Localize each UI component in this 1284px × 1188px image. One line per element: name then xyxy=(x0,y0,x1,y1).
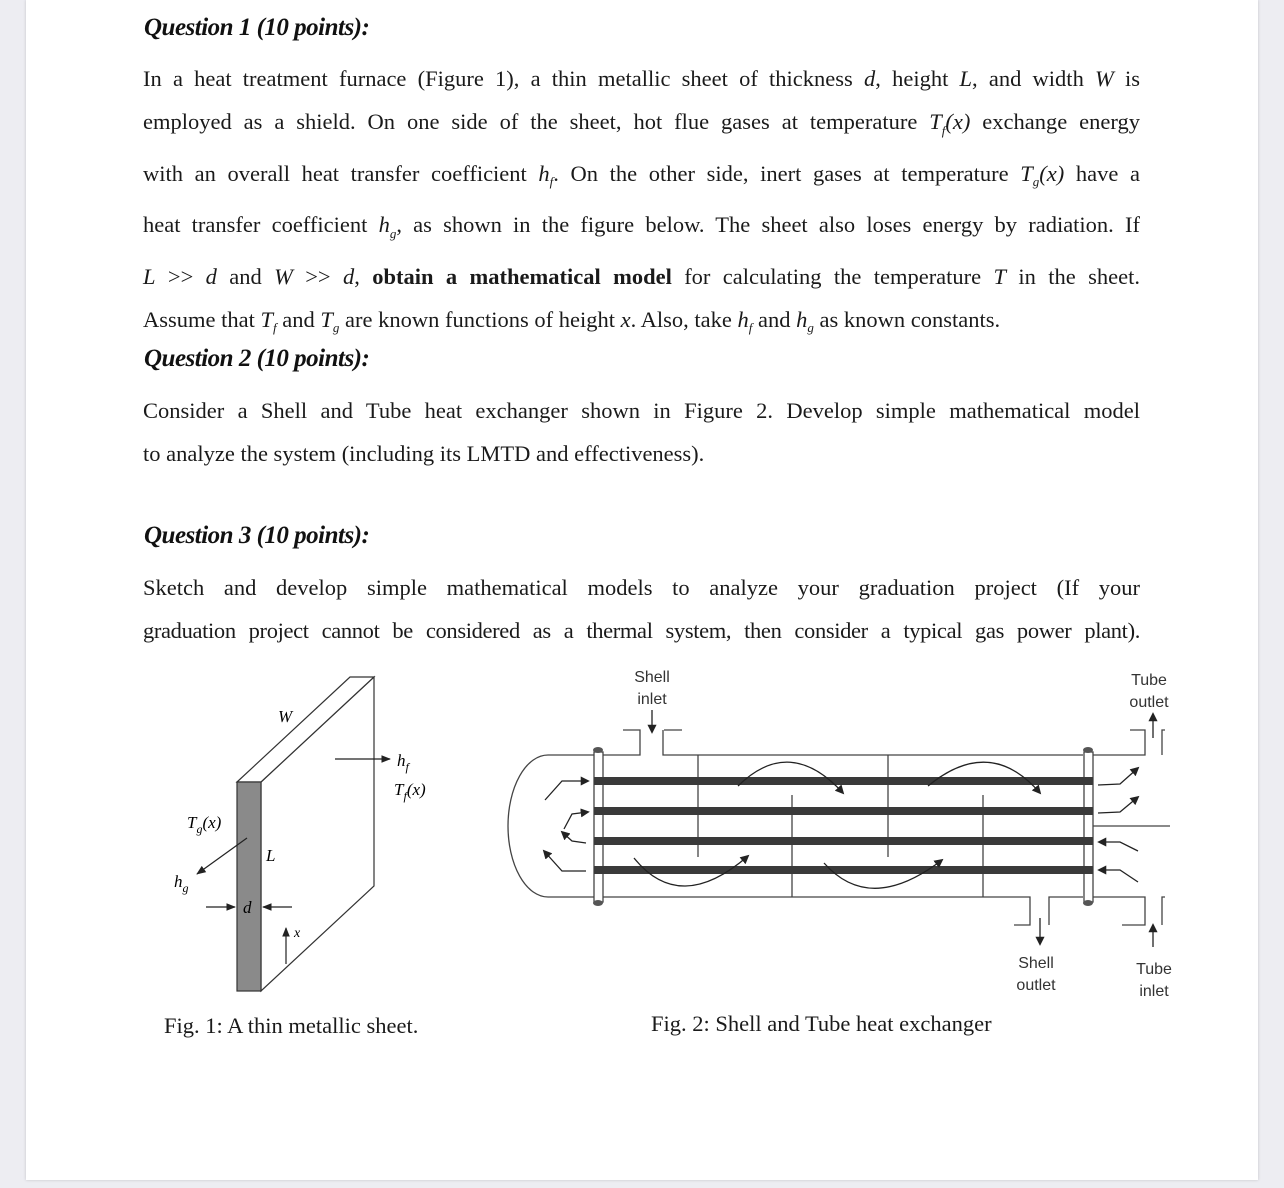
label-tube-outlet-1: Tube xyxy=(1131,672,1167,689)
label-shell-outlet-1: Shell xyxy=(1018,955,1054,972)
label-thickness: d xyxy=(243,898,252,917)
tube-4 xyxy=(594,866,1093,874)
label-shell-outlet-2: outlet xyxy=(1016,977,1056,994)
q2-line-2: to analyze the system (including its LMTD and effectiveness). xyxy=(143,441,705,466)
question-1-heading: Question 1 (10 points): xyxy=(144,14,370,41)
label-Tg: $T_g(x)$ xyxy=(187,813,222,836)
label-shell-inlet-2: inlet xyxy=(637,691,667,708)
label-Tf: $T_f(x)$ xyxy=(394,780,426,803)
question-2-heading: Question 2 (10 points): xyxy=(144,345,370,372)
tube-3 xyxy=(594,837,1093,845)
sheet-edge xyxy=(237,782,261,991)
tube-1 xyxy=(594,777,1093,785)
q1-line-4: heat transfer coefficient $h_g$, as shown in the figure below. The sheet also loses energy by radiation. If xyxy=(143,212,1140,241)
tube-2 xyxy=(594,807,1093,815)
q1-line-2: employed as a shield. On one side of the sheet, hot flue gases at temperature $T_f(x)$ exchange energy xyxy=(143,109,1140,138)
q1-line-5: L >> d and W >> d, obtain a mathematical model for calculating the temperature T in the sheet. xyxy=(143,263,1140,289)
figure-2-caption: Fig. 2: Shell and Tube heat exchanger xyxy=(651,1011,992,1036)
label-tube-outlet-2: outlet xyxy=(1129,694,1169,711)
figure-2-heat-exchanger xyxy=(500,660,1180,1000)
q1-line-1: In a heat treatment furnace (Figure 1), a thin metallic sheet of thickness d, height L, and width W is xyxy=(143,66,1140,91)
question-1-text xyxy=(143,57,1140,349)
tube-bundle xyxy=(594,777,1093,874)
label-shell-inlet-1: Shell xyxy=(634,669,670,686)
label-hf: $h_f$ xyxy=(397,751,409,774)
question-3-text xyxy=(143,566,1140,652)
label-height-axis: x xyxy=(294,926,301,941)
label-width: W xyxy=(278,707,293,726)
figure-1-metallic-sheet xyxy=(160,660,480,1000)
question-2-text xyxy=(143,389,1140,475)
label-hg: $h_g$ xyxy=(174,872,189,895)
q1-line-6: Assume that $T_f$ and $T_g$ are known functions of height x. Also, take $h_f$ and $h_g$ as known constants. xyxy=(143,306,1001,335)
figure-1-caption: Fig. 1: A thin metallic sheet. xyxy=(164,1013,419,1038)
label-length: L xyxy=(266,846,276,865)
label-tube-inlet-1: Tube xyxy=(1136,961,1172,978)
label-tube-inlet-2: inlet xyxy=(1139,983,1169,1000)
question-3-heading: Question 3 (10 points): xyxy=(144,522,370,549)
emphasis-obtain-model: obtain a mathematical model xyxy=(372,263,672,289)
q3-line-1: Sketch and develop simple mathematical models to analyze your graduation project (If your xyxy=(143,575,1140,600)
q3-line-2: graduation project cannot be considered as a thermal system, then consider a typical gas power plant). xyxy=(143,618,1140,643)
q1-line-3: with an overall heat transfer coefficient $h_f$. On the other side, inert gases at temperature $T_g(x)$ have a xyxy=(143,160,1140,189)
q2-line-1: Consider a Shell and Tube heat exchanger shown in Figure 2. Develop simple mathematical model xyxy=(143,398,1140,423)
